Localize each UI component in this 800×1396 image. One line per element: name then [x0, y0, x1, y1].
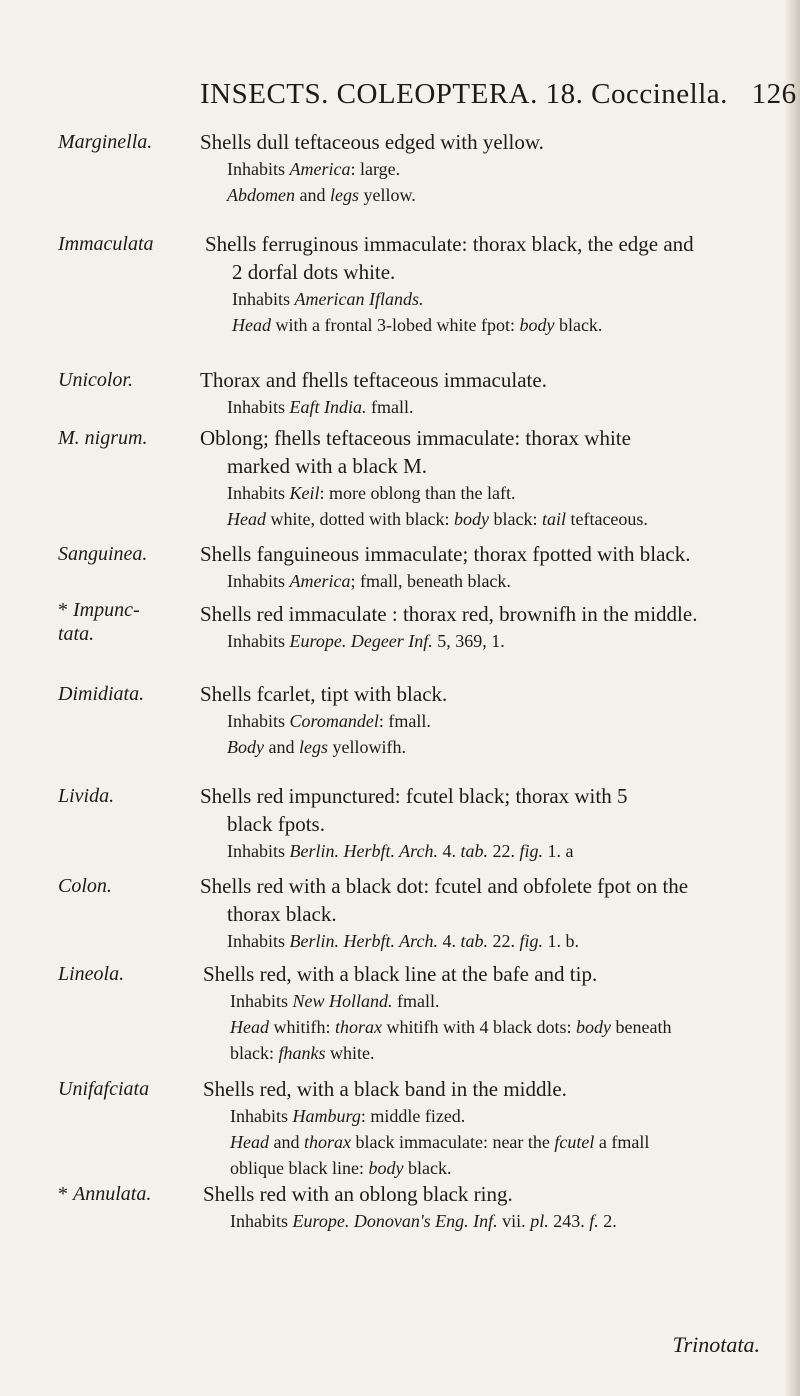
reference-plate: 22.	[488, 841, 520, 861]
note-term: Head	[232, 315, 271, 335]
habitat-prefix: Inhabits	[227, 711, 290, 731]
reference-plate: 243.	[548, 1211, 590, 1231]
species-name-text: Livida.	[58, 785, 115, 807]
native-marker: *	[58, 1183, 73, 1205]
reference-plate-label: pl.	[530, 1211, 549, 1231]
habitat-place: Europe.	[292, 1211, 350, 1231]
note-line	[205, 312, 760, 338]
description-line: Shells fcarlet, tipt with black.	[200, 682, 448, 706]
reference-volume: vii.	[497, 1211, 531, 1231]
header-title: INSECTS. COLEOPTERA. 18. Coccinella.	[200, 78, 728, 110]
reference-figure: 2.	[598, 1211, 617, 1231]
species-name-continued: tata.	[58, 623, 95, 645]
species-name-text: Lineola.	[58, 963, 125, 985]
species-name	[58, 875, 112, 898]
habitat-line	[200, 838, 760, 864]
note-line	[203, 1155, 760, 1181]
note-term: thorax	[335, 1017, 382, 1037]
description-line: black fpots.	[227, 812, 325, 836]
species-name	[58, 1078, 149, 1101]
note-term: Body	[227, 737, 264, 757]
species-name-text: Sanguinea.	[58, 543, 148, 565]
habitat-line	[203, 1208, 760, 1234]
species-name-text: Dimidiata.	[58, 683, 145, 705]
note-text: and	[294, 185, 330, 205]
species-description	[200, 872, 760, 954]
note-term: body	[519, 315, 555, 335]
note-line	[203, 1129, 760, 1155]
reference-source: Donovan's Eng. Inf.	[353, 1211, 498, 1231]
habitat-rest: ; fmall, beneath black.	[350, 571, 511, 591]
note-text: yellowifh.	[327, 737, 406, 757]
species-name	[58, 785, 114, 808]
reference-figure-label: fig.	[519, 841, 544, 861]
note-text: and	[263, 737, 299, 757]
species-name-text: Annulata.	[73, 1183, 152, 1205]
species-description	[200, 540, 760, 594]
note-text: and	[269, 1132, 304, 1152]
note-text: oblique black line:	[230, 1158, 369, 1178]
note-text: black:	[488, 509, 542, 529]
habitat-place: Europe.	[289, 631, 347, 651]
note-term: legs	[298, 737, 328, 757]
habitat-prefix: Inhabits	[227, 841, 290, 861]
habitat-place: America	[289, 571, 351, 591]
habitat-line	[203, 988, 760, 1014]
species-name-text: Impunc-	[73, 599, 140, 621]
species-description	[203, 960, 760, 1066]
note-term: tail	[541, 509, 566, 529]
description-line: Shells red, with a black line at the bafe and tip.	[203, 962, 598, 986]
species-name	[58, 1183, 151, 1206]
page-number: 126	[751, 78, 797, 110]
habitat-rest: : more oblong than the laft.	[319, 483, 516, 503]
habitat-prefix: Inhabits	[227, 571, 290, 591]
note-line	[200, 734, 760, 760]
habitat-place: Berlin.	[289, 841, 339, 861]
note-text: white, dotted with black:	[266, 509, 454, 529]
habitat-line	[205, 286, 760, 312]
reference-plate: 22.	[488, 931, 520, 951]
description-line: Thorax and fhells teftaceous immaculate.	[200, 368, 547, 392]
description-line: Shells red with a black dot: fcutel and obfolete fpot on the	[200, 874, 689, 898]
species-description	[200, 600, 760, 654]
reference-plate-label: tab.	[460, 931, 489, 951]
description-line: Shells red, with a black band in the middle.	[203, 1077, 567, 1101]
note-text: beneath	[610, 1017, 672, 1037]
species-name	[58, 427, 147, 450]
description-line: 2 dorfal dots white.	[232, 260, 396, 284]
page-edge-shadow	[786, 0, 800, 1396]
species-name	[58, 369, 133, 392]
note-text: black.	[403, 1158, 452, 1178]
habitat-rest: : fmall.	[378, 711, 431, 731]
note-text: whitifh:	[269, 1017, 335, 1037]
habitat-place: Keil	[289, 483, 320, 503]
habitat-place: America	[289, 159, 351, 179]
running-header	[200, 78, 797, 111]
reference-source: Herbft. Arch.	[343, 841, 438, 861]
species-description	[200, 680, 760, 760]
note-term: body	[453, 509, 489, 529]
species-name	[58, 598, 140, 646]
habitat-place: New Holland.	[292, 991, 393, 1011]
species-name	[58, 543, 147, 566]
description-line: Shells fanguineous immaculate; thorax fpotted with black.	[200, 542, 691, 566]
species-name-text: Unifafciata	[58, 1078, 150, 1100]
note-term: Head	[227, 509, 266, 529]
note-term: legs	[329, 185, 359, 205]
species-description	[205, 230, 760, 338]
habitat-place: Coromandel	[289, 711, 379, 731]
species-name-text: Immaculata	[58, 233, 154, 255]
note-term: Head	[230, 1132, 269, 1152]
habitat-rest: fmall.	[392, 991, 440, 1011]
habitat-prefix: Inhabits	[227, 483, 290, 503]
reference-figure: 1. b.	[543, 931, 580, 951]
reference-source: Herbft. Arch.	[343, 931, 438, 951]
habitat-prefix: Inhabits	[227, 397, 290, 417]
habitat-place: Hamburg	[292, 1106, 361, 1126]
species-name-text: Colon.	[58, 875, 112, 897]
description-line: Shells red impunctured: fcutel black; thorax with 5	[200, 784, 628, 808]
habitat-line	[200, 928, 760, 954]
note-line	[203, 1014, 760, 1040]
habitat-line	[200, 480, 760, 506]
species-description	[203, 1075, 760, 1181]
note-text: black.	[554, 315, 603, 335]
note-term: body	[575, 1017, 611, 1037]
description-line: Oblong; fhells teftaceous immaculate: thorax white	[200, 426, 631, 450]
species-name-text: M. nigrum.	[58, 427, 148, 449]
species-name-text: Unicolor.	[58, 369, 133, 391]
note-text: white.	[325, 1043, 375, 1063]
note-line	[203, 1040, 760, 1066]
species-name-text: Marginella.	[58, 131, 153, 153]
description-line: Shells red with an oblong black ring.	[203, 1182, 513, 1206]
note-text: whitifh with 4 black dots:	[382, 1017, 576, 1037]
habitat-prefix: Inhabits	[227, 631, 290, 651]
note-text: with a frontal 3-lobed white fpot:	[271, 315, 520, 335]
habitat-line	[200, 708, 760, 734]
habitat-line	[200, 568, 760, 594]
reference-volume: 5, 369, 1.	[432, 631, 505, 651]
habitat-place: American Iflands.	[294, 289, 424, 309]
habitat-line	[203, 1103, 760, 1129]
habitat-prefix: Inhabits	[230, 1211, 293, 1231]
habitat-line	[200, 156, 760, 182]
species-name	[58, 233, 154, 256]
note-term: Abdomen	[227, 185, 295, 205]
species-description	[200, 424, 760, 532]
species-name	[58, 963, 124, 986]
catchword: Trinotata.	[672, 1332, 760, 1357]
description-line: Shells red immaculate : thorax red, brownifh in the middle.	[200, 602, 698, 626]
reference-source: Degeer Inf.	[350, 631, 433, 651]
habitat-prefix: Inhabits	[227, 159, 290, 179]
note-term: body	[368, 1158, 404, 1178]
habitat-rest: : middle fized.	[360, 1106, 466, 1126]
species-name	[58, 131, 152, 154]
species-description	[203, 1180, 760, 1234]
note-text: black:	[230, 1043, 279, 1063]
habitat-line	[200, 628, 760, 654]
habitat-line	[200, 394, 760, 420]
note-text: teftaceous.	[565, 509, 648, 529]
reference-figure-label: f.	[589, 1211, 599, 1231]
note-term: fhanks	[278, 1043, 326, 1063]
habitat-prefix: Inhabits	[230, 991, 293, 1011]
note-line	[200, 506, 760, 532]
species-description	[200, 782, 760, 864]
habitat-prefix: Inhabits	[232, 289, 295, 309]
note-text: black immaculate: near the	[351, 1132, 555, 1152]
habitat-prefix: Inhabits	[227, 931, 290, 951]
note-term: Head	[230, 1017, 269, 1037]
habitat-prefix: Inhabits	[230, 1106, 293, 1126]
habitat-place: Eaft India.	[289, 397, 367, 417]
species-description	[200, 366, 760, 420]
reference-figure: 1. a	[543, 841, 574, 861]
species-description	[200, 128, 760, 208]
description-line: Shells dull teftaceous edged with yellow.	[200, 130, 544, 154]
note-text: yellow.	[358, 185, 416, 205]
reference-figure-label: fig.	[519, 931, 544, 951]
note-term: fcutel	[554, 1132, 595, 1152]
reference-plate-label: tab.	[460, 841, 489, 861]
species-name	[58, 683, 144, 706]
description-line: Shells ferruginous immaculate: thorax black, the edge and	[205, 232, 694, 256]
habitat-rest: fmall.	[366, 397, 414, 417]
note-line	[200, 182, 760, 208]
description-line: marked with a black M.	[227, 454, 428, 478]
note-text: a fmall	[594, 1132, 650, 1152]
description-line: thorax black.	[227, 902, 337, 926]
reference-volume: 4.	[438, 841, 461, 861]
native-marker: *	[58, 599, 73, 621]
reference-volume: 4.	[438, 931, 461, 951]
note-term: thorax	[304, 1132, 351, 1152]
habitat-place: Berlin.	[289, 931, 339, 951]
habitat-rest: : large.	[350, 159, 401, 179]
